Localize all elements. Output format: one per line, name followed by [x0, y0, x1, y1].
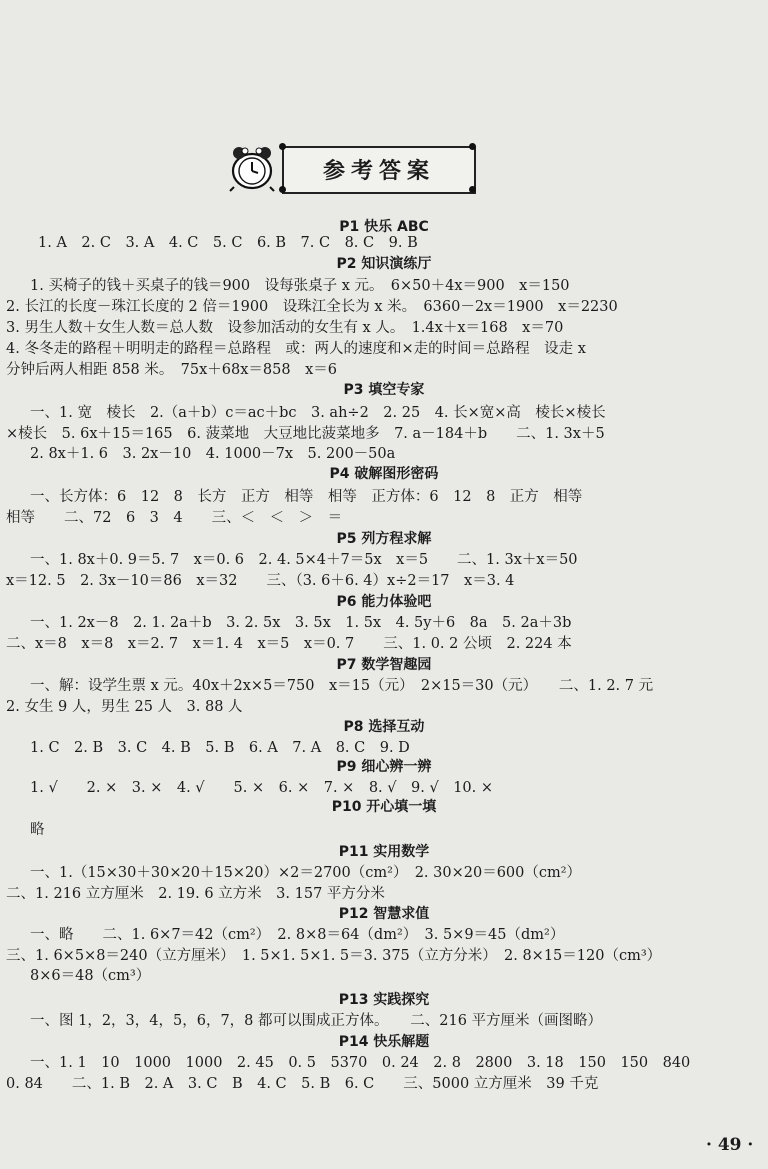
section-heading: P10 开心填一填	[331, 799, 437, 815]
section-heading: P12 智慧求值	[338, 906, 430, 922]
answer-line: 二、x＝8 x＝8 x＝2. 7 x＝1. 4 x＝5 x＝0. 7 三、1. 0. 2 公顷 2. 224 本	[6, 636, 572, 652]
section-heading: P9 细心辨一辨	[336, 759, 432, 775]
answer-line: 1. √ 2. × 3. × 4. √ 5. × 6. × 7. × 8. √ 9. √ 10. ×	[30, 780, 494, 796]
answer-line: 一、1. 2x－8 2. 1. 2a＋b 3. 2. 5x 3. 5x 1. 5x 4. 5y＋6 8a 5. 2a＋3b	[30, 615, 572, 631]
corner-dot	[279, 186, 286, 193]
answer-line: 一、1. 8x＋0. 9＝5. 7 x＝0. 6 2. 4. 5×4＋7＝5x x＝5 二、1. 3x＋x＝50	[30, 552, 578, 568]
answer-line: 一、1. 1 10 1000 1000 2. 45 0. 5 5370 0. 24 2. 8 2800 3. 18 150 150 840	[30, 1055, 691, 1071]
section-heading: P7 数学智趣园	[336, 657, 432, 673]
section-heading: P5 列方程求解	[336, 531, 432, 547]
answer-line: 一、长方体：6 12 8 长方 正方 相等 相等 正方体：6 12 8 正方 相等	[30, 489, 583, 505]
answer-line: 一、略 二、1. 6×7＝42（cm²） 2. 8×8＝64（dm²） 3. 5×9＝45（dm²）	[30, 927, 565, 943]
corner-dot	[279, 143, 286, 150]
section-heading: P4 破解图形密码	[329, 466, 439, 482]
answer-line: 0. 84 二、1. B 2. A 3. C B 4. C 5. B 6. C 三、5000 立方厘米 39 千克	[6, 1076, 599, 1092]
section-heading: P8 选择互动	[343, 719, 425, 735]
page-title: 参考答案	[322, 159, 435, 184]
answer-line: 二、1. 216 立方厘米 2. 19. 6 立方米 3. 157 平方分米	[6, 886, 385, 902]
answer-line: 1. C 2. B 3. C 4. B 5. B 6. A 7. A 8. C 9. D	[30, 740, 410, 756]
section-heading: P1 快乐 ABC	[339, 219, 429, 235]
page-number: · 49 ·	[706, 1135, 754, 1155]
corner-dot	[469, 186, 476, 193]
answer-line: 一、图 1，2，3，4，5，6，7，8 都可以围成正方体。 二、216 平方厘米（画图略）	[30, 1013, 603, 1029]
answer-line: 三、1. 6×5×8＝240（立方厘米） 1. 5×1. 5×1. 5＝3. 375（立方分米） 2. 8×15＝120（cm³）	[6, 948, 662, 964]
answer-line: 2. 女生 9 人，男生 25 人 3. 88 人	[6, 699, 243, 715]
section-heading: P13 实践探究	[338, 992, 430, 1008]
answer-line: 一、1.（15×30＋30×20＋15×20）×2＝2700（cm²） 2. 30×20＝600（cm²）	[30, 865, 582, 881]
answer-line: 略	[30, 822, 45, 838]
answer-line: ×棱长 5. 6x＋15＝165 6. 菠菜地 大豆地比菠菜地多 7. a－184＋b 二、1. 3x＋5	[6, 426, 605, 442]
answer-line: 一、1. 宽 棱长 2.（a＋b）c＝ac＋bc 3. ah÷2 2. 25 4. 长×宽×高 棱长×棱长	[30, 405, 606, 421]
section-heading: P2 知识演练厅	[336, 256, 432, 272]
clock-mascot-icon	[228, 142, 286, 192]
answer-line: 4. 冬冬走的路程＋明明走的路程＝总路程 或：两人的速度和×走的时间＝总路程 设走 x	[6, 341, 586, 357]
section-heading: P3 填空专家	[343, 382, 425, 398]
section-heading: P6 能力体验吧	[336, 594, 432, 610]
title-banner	[228, 140, 480, 196]
answer-line: 3. 男生人数＋女生人数＝总人数 设参加活动的女生有 x 人。 1.4x＋x＝168 x＝70	[6, 320, 564, 336]
section-heading: P14 快乐解题	[338, 1034, 430, 1050]
answer-line: 1. A 2. C 3. A 4. C 5. C 6. B 7. C 8. C 9. B	[38, 235, 418, 251]
answer-line: 8×6＝48（cm³）	[30, 968, 151, 984]
title-box	[282, 146, 476, 194]
answer-line: 2. 8x＋1. 6 3. 2x－10 4. 1000－7x 5. 200－50a	[30, 446, 396, 462]
answer-line: 2. 长江的长度－珠江长度的 2 倍＝1900 设珠江全长为 x 米。 6360－2x＝1900 x＝2230	[6, 299, 618, 315]
answer-line: x＝12. 5 2. 3x－10＝86 x＝32 三、（3. 6＋6. 4）x÷2＝17 x＝3. 4	[6, 573, 515, 589]
answer-line: 1. 买椅子的钱＋买桌子的钱＝900 设每张桌子 x 元。 6×50＋4x＝900 x＝150	[30, 278, 570, 294]
corner-dot	[469, 143, 476, 150]
answer-line: 一、解：设学生票 x 元。40x＋2x×5＝750 x＝15（元） 2×15＝30（元） 二、1. 2. 7 元	[30, 678, 654, 694]
answer-line: 分钟后两人相距 858 米。 75x＋68x＝858 x＝6	[6, 362, 337, 378]
answer-line: 相等 二、72 6 3 4 三、＜ ＜ ＞ ＝	[6, 510, 343, 526]
section-heading: P11 实用数学	[338, 844, 430, 860]
